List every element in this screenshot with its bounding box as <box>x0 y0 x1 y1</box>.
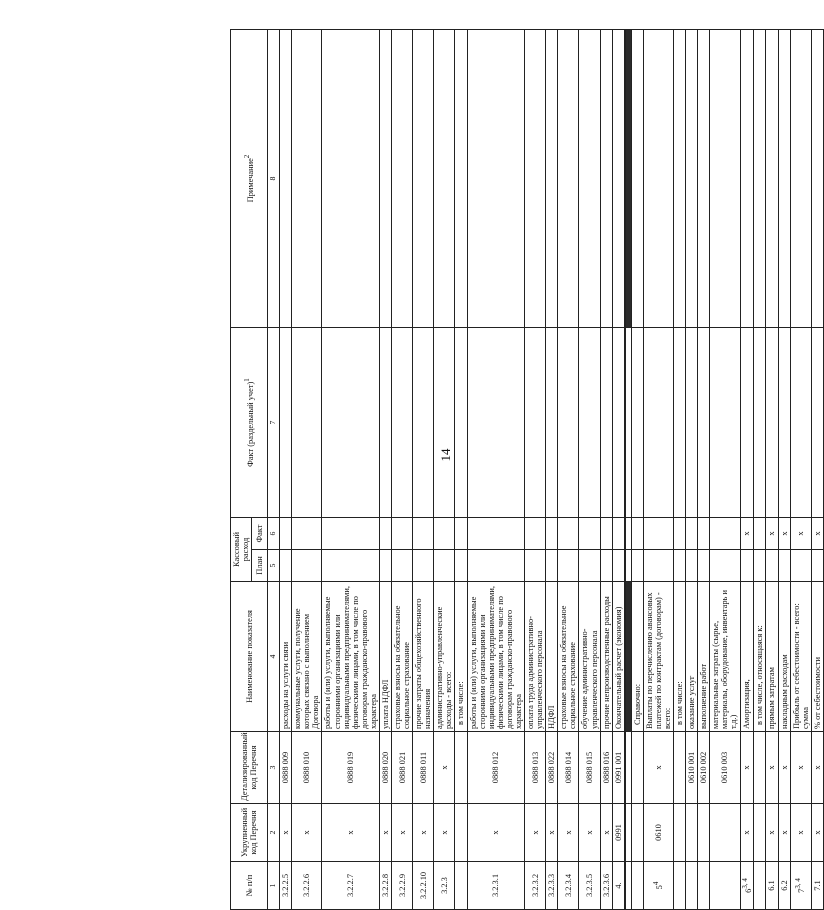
indicator-name: НДФЛ <box>546 582 558 732</box>
plan-value <box>790 550 811 582</box>
fact-value <box>710 518 740 550</box>
fact-value <box>686 518 698 550</box>
row-number <box>674 862 686 910</box>
column-number: 3 <box>268 732 280 804</box>
group-code: х <box>790 804 811 862</box>
note-value <box>558 30 579 328</box>
row-number-text: 7 <box>797 888 807 893</box>
indicator-name: страховые взносы на обязательное социальное страхование <box>558 582 579 732</box>
plan-value <box>558 550 579 582</box>
column-number: 7 <box>268 328 280 518</box>
table-row <box>558 30 579 910</box>
note-value <box>322 30 379 328</box>
fact-value: х <box>790 518 811 550</box>
group-code <box>686 804 698 862</box>
fact-value <box>292 518 322 550</box>
plan-value <box>698 550 710 582</box>
indicator-name: прочие затраты общехозяйственного назначения <box>413 582 434 732</box>
indicator-name: прочие непроизводственные расходы <box>600 582 612 732</box>
fact-separate-value <box>558 328 579 518</box>
header-num-label: № п/п <box>244 874 254 897</box>
column-number: 1 <box>268 862 280 910</box>
fact-value <box>674 518 686 550</box>
header-cash-expense-label: Кассовый расход <box>232 532 251 567</box>
fact-value <box>754 518 766 550</box>
fact-separate-value <box>686 328 698 518</box>
fact-separate-value <box>322 328 379 518</box>
plan-value <box>546 550 558 582</box>
note-value <box>790 30 811 328</box>
fact-value <box>455 518 467 550</box>
table-row <box>434 30 455 910</box>
note-value <box>766 30 778 328</box>
fact-separate-value <box>455 328 467 518</box>
note-value <box>811 30 823 328</box>
column-number: 2 <box>268 804 280 862</box>
fact-value <box>612 518 625 550</box>
row-number <box>740 862 754 910</box>
fact-value <box>392 518 413 550</box>
table-row <box>467 30 524 910</box>
group-code: х <box>740 804 754 862</box>
table-row <box>379 30 391 910</box>
detail-code: 0888 019 <box>322 732 379 804</box>
detail-code: 0888 021 <box>392 732 413 804</box>
header-plan-label: План <box>255 556 265 575</box>
column-number: 8 <box>268 30 280 328</box>
table-row <box>740 30 754 910</box>
column-number: 6 <box>268 518 280 550</box>
note-value <box>292 30 322 328</box>
note-value <box>546 30 558 328</box>
fact-value: х <box>766 518 778 550</box>
detail-code <box>674 732 686 804</box>
plan-value <box>434 550 455 582</box>
group-code: х <box>379 804 391 862</box>
fact-separate-value <box>631 328 643 518</box>
indicator-name: Окончательный расчет (экономия) <box>612 582 625 732</box>
plan-value <box>455 550 467 582</box>
fact-value <box>413 518 434 550</box>
table-row <box>546 30 558 910</box>
indicator-name: уплата НДФЛ <box>379 582 391 732</box>
indicator-name: выполнение работ <box>698 582 710 732</box>
row-number <box>455 862 467 910</box>
detail-code: 0888 015 <box>579 732 600 804</box>
indicator-name: Прибыль от себестоимости - всего: сумма <box>790 582 811 732</box>
header-fact <box>252 518 268 550</box>
note-value <box>455 30 467 328</box>
fact-value: х <box>778 518 790 550</box>
plan-value <box>778 550 790 582</box>
detail-code: х <box>811 732 823 804</box>
plan-value <box>292 550 322 582</box>
group-code: х <box>467 804 524 862</box>
table-row <box>643 30 673 910</box>
fact-value <box>698 518 710 550</box>
fact-separate-value <box>434 328 455 518</box>
row-number <box>754 862 766 910</box>
group-code <box>710 804 740 862</box>
group-code <box>674 804 686 862</box>
plan-value <box>643 550 673 582</box>
group-code <box>698 804 710 862</box>
indicator-name: работы и (или) услуги, выполняемые сторонними организациями или индивидуальными предпринимателями, физическими лицами, в том числе по договорам гражданско-правового характера <box>322 582 379 732</box>
expense-register-sheet <box>230 30 822 910</box>
page-number: 14 <box>438 448 453 462</box>
fact-value <box>546 518 558 550</box>
table-row <box>710 30 740 910</box>
indicator-name: обучение административно-управленческого персонала <box>579 582 600 732</box>
detail-code: 0991 001 <box>612 732 625 804</box>
group-code: х <box>413 804 434 862</box>
header-indicator-name-label: Наименование показателя <box>244 610 254 703</box>
fact-separate-value <box>525 328 546 518</box>
header-note <box>231 30 268 328</box>
fact-separate-value <box>413 328 434 518</box>
table-row <box>674 30 686 910</box>
row-number: 3.2.3.6 <box>600 862 612 910</box>
header-num <box>231 862 268 910</box>
plan-value <box>631 550 643 582</box>
indicator-name: расходы на услуги связи <box>280 582 292 732</box>
table-row <box>790 30 811 910</box>
fact-separate-value <box>600 328 612 518</box>
note-value <box>434 30 455 328</box>
fact-separate-value <box>754 328 766 518</box>
table-row <box>392 30 413 910</box>
plan-value <box>392 550 413 582</box>
group-code: 0991 <box>612 804 625 862</box>
row-number: 3.2.2.8 <box>379 862 391 910</box>
table-row <box>579 30 600 910</box>
detail-code: 0888 014 <box>558 732 579 804</box>
note-value <box>778 30 790 328</box>
fact-value <box>379 518 391 550</box>
plan-value <box>612 550 625 582</box>
detail-code: х <box>434 732 455 804</box>
indicator-name: Амортизация, <box>740 582 754 732</box>
note-value <box>612 30 625 328</box>
header-note-label: Примечание <box>245 158 255 203</box>
detail-code: х <box>790 732 811 804</box>
header-cash-expense <box>231 518 252 582</box>
table-row <box>631 30 643 910</box>
indicator-name: работы и (или) услуги, выполняемые сторонними организациями или индивидуальными предпринимателями, физическими лицами, в том числе по договорам гражданско-правового характера <box>467 582 524 732</box>
plan-value <box>674 550 686 582</box>
fact-separate-value <box>698 328 710 518</box>
note-value <box>631 30 643 328</box>
detail-code: х <box>778 732 790 804</box>
note-value <box>754 30 766 328</box>
group-code: х <box>292 804 322 862</box>
fact-separate-value <box>740 328 754 518</box>
note-value <box>280 30 292 328</box>
row-number: 7.1 <box>811 862 823 910</box>
row-number-text: 5 <box>654 885 664 890</box>
group-code <box>754 804 766 862</box>
group-code: х <box>778 804 790 862</box>
row-number: 3.2.2.5 <box>280 862 292 910</box>
group-code: х <box>600 804 612 862</box>
indicator-name: % от себестоимости <box>811 582 823 732</box>
group-code: х <box>525 804 546 862</box>
header-fact-separate-label: Факт (раздельный учет) <box>245 381 255 467</box>
group-code: х <box>434 804 455 862</box>
fact-value <box>643 518 673 550</box>
plan-value <box>740 550 754 582</box>
header-plan <box>252 550 268 582</box>
note-value <box>467 30 524 328</box>
table-row <box>322 30 379 910</box>
plan-value <box>600 550 612 582</box>
row-number: 3.2.2.7 <box>322 862 379 910</box>
row-number: 6.2 <box>778 862 790 910</box>
header-detail-code <box>231 732 268 804</box>
fact-value <box>434 518 455 550</box>
group-code: х <box>558 804 579 862</box>
expense-register-table <box>230 29 824 910</box>
row-number: 3.2.3.2 <box>525 862 546 910</box>
table-row <box>525 30 546 910</box>
table-row <box>612 30 625 910</box>
plan-value <box>280 550 292 582</box>
plan-value <box>686 550 698 582</box>
row-number <box>643 862 673 910</box>
indicator-name: в том числе, относящаяся к: <box>754 582 766 732</box>
row-number: 3.2.2.6 <box>292 862 322 910</box>
note-value <box>686 30 698 328</box>
group-code: х <box>322 804 379 862</box>
row-number: 6.1 <box>766 862 778 910</box>
column-number-row <box>268 30 280 910</box>
plan-value <box>579 550 600 582</box>
row-number <box>710 862 740 910</box>
detail-code: 0888 022 <box>546 732 558 804</box>
row-number: 3.2.3.4 <box>558 862 579 910</box>
fact-separate-value <box>766 328 778 518</box>
row-number: 3.2.3.3 <box>546 862 558 910</box>
group-code: 0610 <box>643 804 673 862</box>
detail-code: х <box>740 732 754 804</box>
plan-value <box>710 550 740 582</box>
row-number: 3.2.3 <box>434 862 455 910</box>
detail-code: 0610 002 <box>698 732 710 804</box>
plan-value <box>754 550 766 582</box>
fact-value <box>631 518 643 550</box>
note-value <box>643 30 673 328</box>
header-group-code <box>231 804 268 862</box>
fact-value <box>525 518 546 550</box>
table-row <box>280 30 292 910</box>
detail-code: 0888 010 <box>292 732 322 804</box>
table-row <box>766 30 778 910</box>
fact-separate-value <box>546 328 558 518</box>
row-number <box>686 862 698 910</box>
header-indicator-name <box>231 582 268 732</box>
table-row <box>778 30 790 910</box>
note-value <box>710 30 740 328</box>
fact-separate-value <box>710 328 740 518</box>
fact-value <box>322 518 379 550</box>
row-number-text: 6 <box>743 888 753 893</box>
fact-value <box>280 518 292 550</box>
table-row <box>686 30 698 910</box>
group-code <box>631 804 643 862</box>
detail-code: 0888 016 <box>600 732 612 804</box>
indicator-name: коммунальные услуги, получение которых связано с выполнением Договора <box>292 582 322 732</box>
note-value <box>525 30 546 328</box>
group-code: х <box>766 804 778 862</box>
register-body <box>268 30 824 910</box>
plan-value <box>379 550 391 582</box>
detail-code <box>754 732 766 804</box>
row-number: 3.2.3.5 <box>579 862 600 910</box>
table-row <box>698 30 710 910</box>
fact-value <box>558 518 579 550</box>
header-fact-separate-footnote: 1 <box>242 378 251 382</box>
detail-code: 0888 020 <box>379 732 391 804</box>
fact-separate-value <box>811 328 823 518</box>
column-number: 5 <box>268 550 280 582</box>
fact-value: х <box>740 518 754 550</box>
fact-separate-value <box>280 328 292 518</box>
table-row <box>413 30 434 910</box>
header-detail-code-label: Детализированный код Перечня <box>240 732 259 801</box>
note-value <box>698 30 710 328</box>
fact-separate-value <box>790 328 811 518</box>
plan-value <box>413 550 434 582</box>
note-value <box>392 30 413 328</box>
fact-value: х <box>811 518 823 550</box>
group-code: х <box>392 804 413 862</box>
fact-separate-value <box>674 328 686 518</box>
plan-value <box>811 550 823 582</box>
detail-code <box>455 732 467 804</box>
table-row <box>754 30 766 910</box>
note-value <box>740 30 754 328</box>
header-fact-label: Факт <box>255 524 265 543</box>
fact-separate-value <box>392 328 413 518</box>
row-number: 3.2.2.9 <box>392 862 413 910</box>
note-value <box>674 30 686 328</box>
row-number <box>790 862 811 910</box>
indicator-name: накладным расходам <box>778 582 790 732</box>
table-row <box>292 30 322 910</box>
group-code: х <box>811 804 823 862</box>
table-row <box>811 30 823 910</box>
fact-separate-value <box>643 328 673 518</box>
indicator-name: в том числе: <box>455 582 467 732</box>
table-row <box>600 30 612 910</box>
row-number-footnote: 3, 4 <box>740 878 749 889</box>
group-code: х <box>546 804 558 862</box>
header-group-code-label: Укрупненный код Перечня <box>240 807 259 858</box>
group-code: х <box>280 804 292 862</box>
row-number-footnote: 4 <box>651 881 660 886</box>
detail-code <box>631 732 643 804</box>
fact-separate-value <box>379 328 391 518</box>
indicator-name: Справочно: <box>631 582 643 732</box>
indicator-name: в том числе: <box>674 582 686 732</box>
indicator-name: административно-управленческие расходы - всего: <box>434 582 455 732</box>
detail-code: 0888 013 <box>525 732 546 804</box>
header-note-footnote: 2 <box>242 154 251 159</box>
note-value <box>600 30 612 328</box>
indicator-name: оказание услуг <box>686 582 698 732</box>
row-number-footnote: 3, 4 <box>794 878 803 889</box>
note-value <box>379 30 391 328</box>
plan-value <box>322 550 379 582</box>
fact-separate-value <box>292 328 322 518</box>
note-value <box>413 30 434 328</box>
detail-code: 0888 011 <box>413 732 434 804</box>
indicator-name: Выплаты по перечислению авансовых платежей по контрактам (договорам) - всего: <box>643 582 673 732</box>
row-number: 3.2.2.10 <box>413 862 434 910</box>
detail-code: х <box>643 732 673 804</box>
row-number: 4. <box>612 862 625 910</box>
fact-separate-value <box>778 328 790 518</box>
detail-code: 0610 003 <box>710 732 740 804</box>
note-value <box>579 30 600 328</box>
plan-value <box>525 550 546 582</box>
indicator-name: оплата труда административно-управленческого персонала <box>525 582 546 732</box>
detail-code: 0888 012 <box>467 732 524 804</box>
detail-code: 0610 001 <box>686 732 698 804</box>
fact-value <box>467 518 524 550</box>
table-row <box>455 30 467 910</box>
fact-value <box>600 518 612 550</box>
group-code: х <box>579 804 600 862</box>
header-fact-separate <box>231 328 268 518</box>
fact-separate-value <box>612 328 625 518</box>
plan-value <box>467 550 524 582</box>
row-number <box>631 862 643 910</box>
fact-separate-value <box>579 328 600 518</box>
plan-value <box>766 550 778 582</box>
group-code <box>455 804 467 862</box>
detail-code: х <box>766 732 778 804</box>
detail-code: 0888 009 <box>280 732 292 804</box>
indicator-name: страховые взносы на обязательное социальное страхование <box>392 582 413 732</box>
indicator-name: прямым затратам <box>766 582 778 732</box>
column-number: 4 <box>268 582 280 732</box>
row-number <box>698 862 710 910</box>
fact-separate-value <box>467 328 524 518</box>
fact-value <box>579 518 600 550</box>
indicator-name: материальные затраты (сырье, материалы, оборудование, инвентарь и т.д.) <box>710 582 740 732</box>
row-number: 3.2.3.1 <box>467 862 524 910</box>
